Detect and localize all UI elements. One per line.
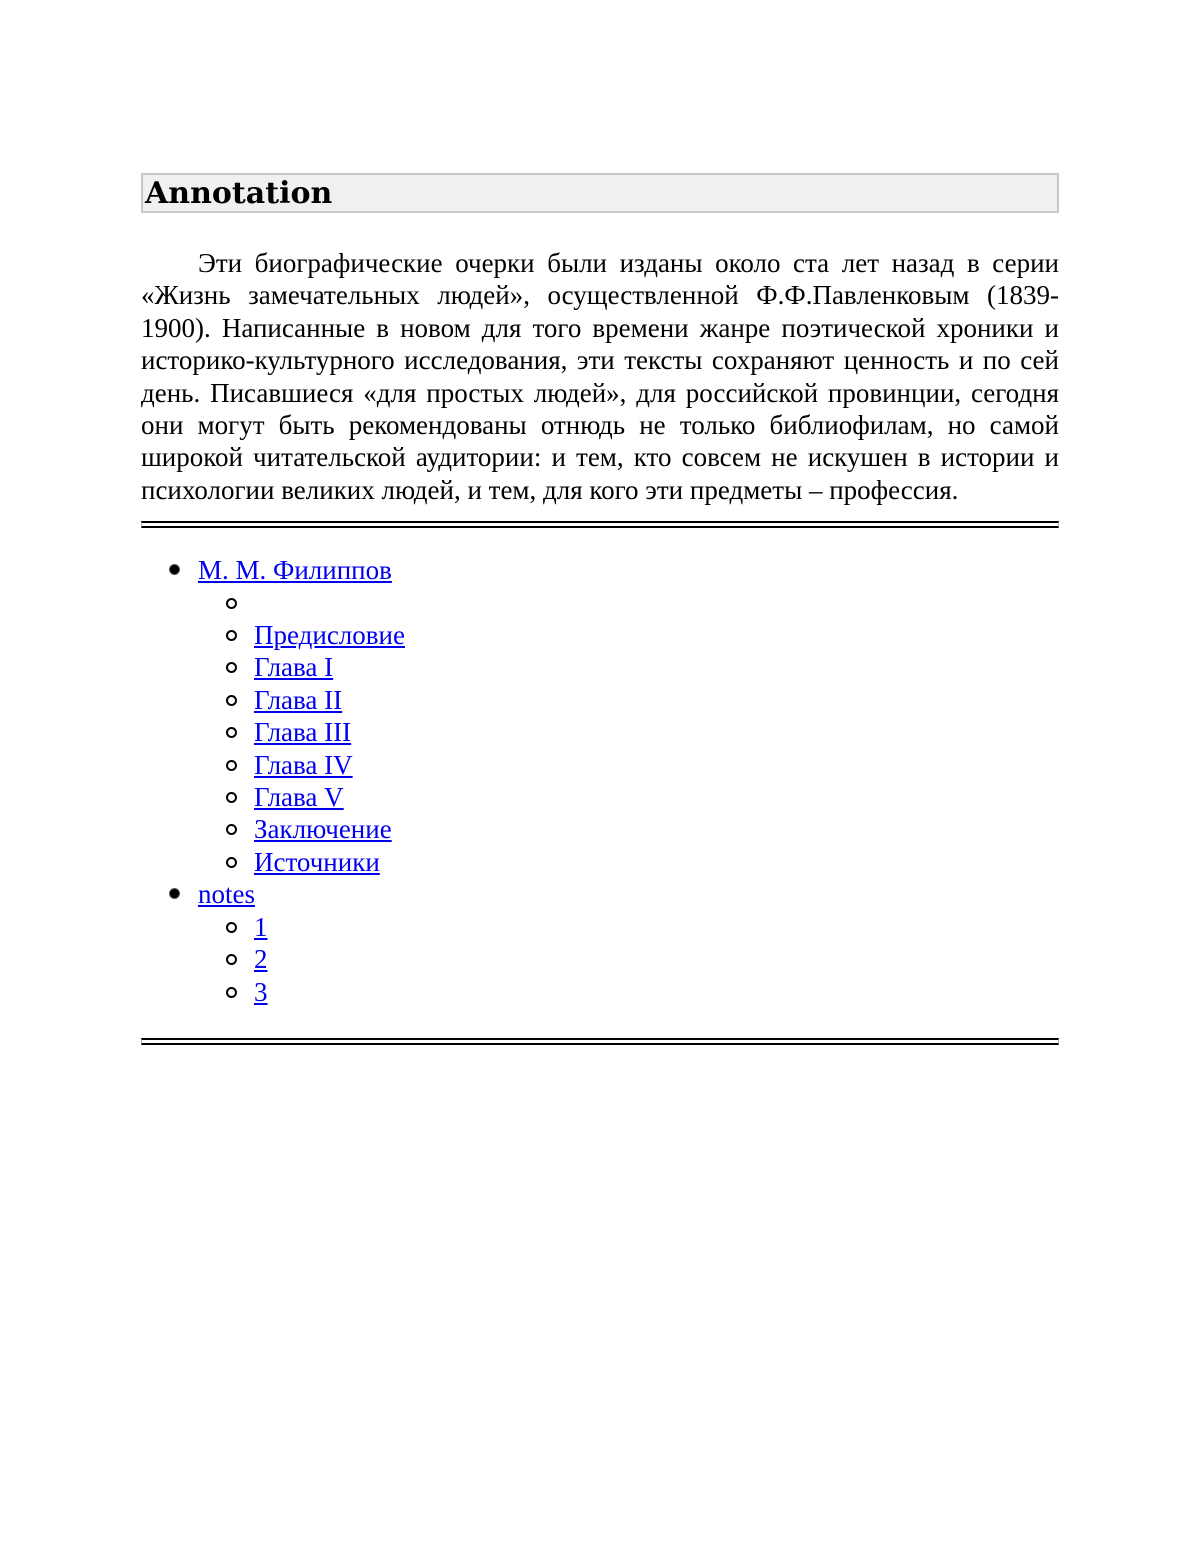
toc-link-note-3[interactable]: 3: [254, 976, 268, 1007]
toc-subitem-empty: [254, 587, 1059, 619]
section-divider: [141, 1038, 1059, 1045]
toc-link-chapter-4[interactable]: Глава IV: [254, 749, 353, 780]
toc-author-sublist: [198, 587, 1059, 879]
bullet-circle-icon: [226, 987, 237, 998]
toc-subitem: [254, 716, 1059, 748]
toc-link-sources[interactable]: Источники: [254, 846, 380, 877]
bullet-circle-icon: [226, 792, 237, 803]
toc-item-notes: [198, 878, 1059, 1008]
bullet-circle-icon: [226, 727, 237, 738]
annotation-text: Эти биографические очерки были изданы около ста лет назад в серии «Жизнь замечательных людей», осуществленной Ф.Ф.Павленковым (1839-1900). Написанные в новом для того времени жанре поэтической хроники и историко-культурного исследования, эти тексты сохраняют ценность и по сей день. Писавшиеся «для простых людей», для российской провинции, сегодня они могут быть рекомендованы отнюдь не только библиофилам, но самой широкой читательской аудитории: и тем, кто совсем не искушен в истории и психологии великих людей, и тем, для кого эти предметы – профессия.: [141, 248, 1059, 505]
toc-notes-sublist: [198, 911, 1059, 1008]
toc-subitem: [254, 749, 1059, 781]
bullet-circle-icon: [226, 598, 237, 609]
toc-subitem: [254, 619, 1059, 651]
bullet-circle-icon: [226, 857, 237, 868]
toc-link-chapter-1[interactable]: Глава I: [254, 652, 334, 683]
toc-item-author: [198, 554, 1059, 878]
bullet-circle-icon: [226, 954, 237, 965]
toc-link-note-2[interactable]: 2: [254, 944, 268, 975]
toc-link-note-1[interactable]: 1: [254, 911, 268, 942]
page: [141, 173, 1059, 1045]
bullet-circle-icon: [226, 824, 237, 835]
toc-link-author[interactable]: М. М. Филиппов: [198, 555, 392, 586]
toc-link-notes[interactable]: notes: [198, 879, 255, 910]
toc-subitem: [254, 943, 1059, 975]
toc-link-chapter-2[interactable]: Глава II: [254, 684, 343, 715]
toc-subitem: [254, 781, 1059, 813]
toc-subitem: [254, 651, 1059, 683]
toc-link-chapter-5[interactable]: Глава V: [254, 782, 344, 813]
toc-link-conclusion[interactable]: Заключение: [254, 814, 392, 845]
toc-link-preface[interactable]: Предисловие: [254, 620, 405, 651]
toc-link-chapter-3[interactable]: Глава III: [254, 717, 352, 748]
bullet-disc-icon: [170, 565, 179, 574]
annotation-heading: Annotation: [141, 173, 1059, 213]
toc-subitem: [254, 813, 1059, 845]
table-of-contents: [141, 554, 1059, 1008]
toc-subitem: [254, 846, 1059, 878]
bullet-circle-icon: [226, 922, 237, 933]
section-divider: [141, 521, 1059, 528]
toc-subitem: [254, 684, 1059, 716]
toc-subitem: [254, 976, 1059, 1008]
bullet-circle-icon: [226, 662, 237, 673]
bullet-circle-icon: [226, 760, 237, 771]
bullet-disc-icon: [170, 889, 179, 898]
bullet-circle-icon: [226, 695, 237, 706]
toc-subitem: [254, 911, 1059, 943]
bullet-circle-icon: [226, 630, 237, 641]
